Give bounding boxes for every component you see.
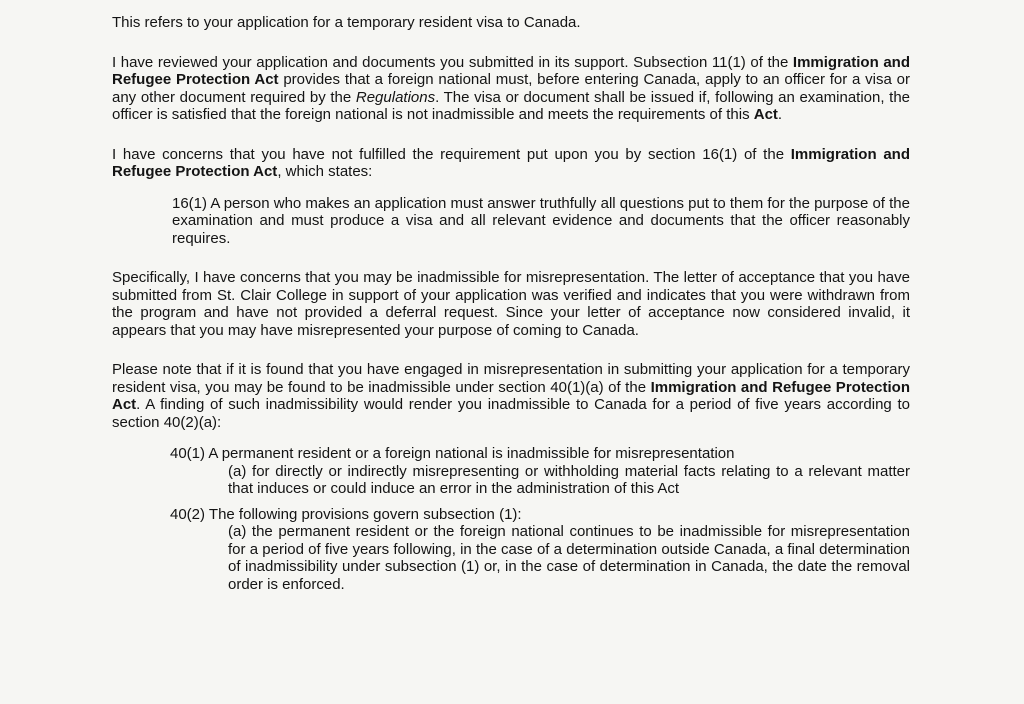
act-name-bold: Immigration and Refugee Protection Act (112, 145, 910, 180)
act-bold: Act (753, 106, 778, 123)
regulations-italic: Regulations (355, 88, 436, 106)
concerns-paragraph (112, 146, 910, 181)
section-40-2 (170, 506, 910, 594)
section-40-2-a: (a) the permanent resident or the foreign national continues to be inadmissible for misrepresentation for a period of five years following, in the case of a determination outside Canada, a final determination of inadmissibility under subsection (1) or, in the case of determination in Canada, the date the removal order is enforced. (228, 523, 910, 593)
act-name-bold: Immigration and Refugee Protection Act (112, 53, 910, 88)
review-text-c: provides that a foreign national must, before entering Canada, apply to an officer for a visa or any other document required by the (112, 71, 910, 106)
intro-text: This refers to your application for a temporary resident visa to Canada. (112, 14, 581, 31)
misrepresentation-paragraph: Specifically, I have concerns that you may be inadmissible for misrepresentation. The letter of acceptance that you have submitted from St. Clair College in support of your application was verified and indicates that you were withdrawn from the program and have not provided a deferral request. Since your letter of acceptance now considered invalid, it appears that you may have misrepresented your purpose of coming to Canada. (112, 269, 910, 339)
inadmissibility-text-a: Please note that if it is found that you have engaged in misrepresentation in submitting your application for a temporary resident visa, you may be found to be inadmissible under section 40(1)(a) of the (112, 361, 910, 396)
act-name-bold: Immigration and Refugee Protection Act (112, 378, 910, 413)
intro-paragraph (112, 14, 910, 32)
section-40-1-a: (a) for directly or indirectly misrepresenting or withholding material facts relating to a relevant matter that induces or could induce an error in the administration of this Act (228, 462, 910, 497)
section-40-2-heading: 40(2) The following provisions govern subsection (1): (170, 505, 522, 523)
concerns-text-c: , which states: (277, 163, 373, 180)
section-16-1-quote: 16(1) A person who makes an application must answer truthfully all questions put to them for the purpose of the examination and must produce a visa and all relevant evidence and documents that the officer reasonably requires. (172, 194, 910, 247)
concerns-text-a: I have concerns that you have not fulfilled the requirement put upon you by section 16(1) of the (112, 145, 791, 163)
review-text-e: . The visa or document shall be issued if, following an examination, the officer is satisfied that the foreign national is not inadmissible and meets the requirements of this (112, 88, 911, 123)
review-paragraph (112, 54, 910, 124)
review-text-g: . (777, 106, 783, 123)
section-40-1 (170, 445, 910, 498)
inadmissibility-text-c: . A finding of such inadmissibility would render you inadmissible to Canada for a period of five years according to section 40(2)(a): (112, 396, 910, 431)
review-text-a: I have reviewed your application and documents you submitted in its support. Subsection 11(1) of the (112, 53, 793, 71)
section-40-1-heading: 40(1) A permanent resident or a foreign national is inadmissible for misrepresentation (170, 445, 735, 462)
inadmissibility-paragraph (112, 361, 910, 431)
